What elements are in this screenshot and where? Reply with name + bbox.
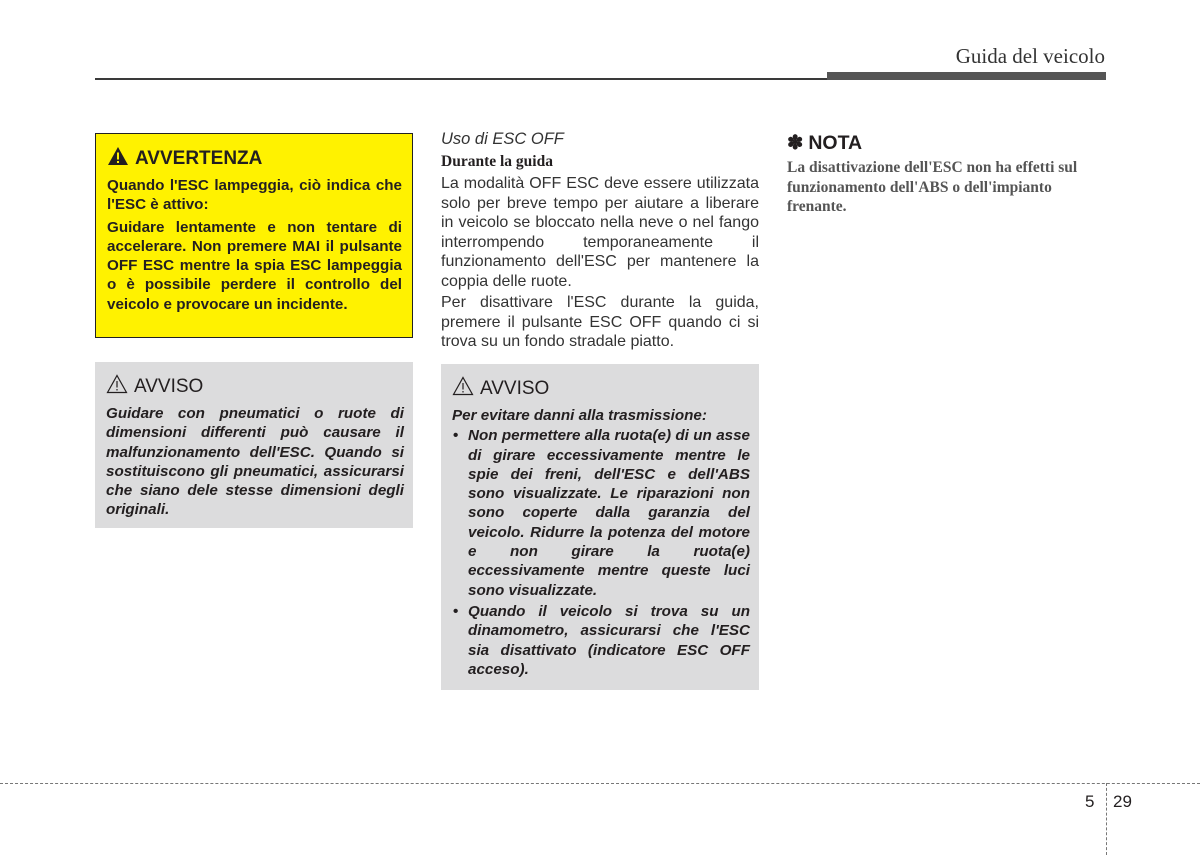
note-title-text: NOTA	[808, 131, 863, 154]
header-rule	[95, 78, 827, 80]
caution-title	[106, 374, 404, 400]
warning-title	[107, 146, 402, 172]
warning-title-text: AVVERTENZA	[135, 148, 263, 169]
section-body	[441, 174, 759, 354]
section-heading: Uso di ESC OFF	[441, 130, 564, 148]
caution-triangle-icon	[106, 374, 128, 400]
caution-title-text: AVVISO	[480, 378, 550, 399]
warning-box	[95, 133, 413, 338]
note-text: La disattivazione dell'ESC non ha effetti sul funzionamento dell'ABS o dell'impianto frenante.	[787, 159, 1078, 215]
caution-text: Guidare con pneumatici o ruote di dimensioni differenti può causare il malfunzionamento dell'ESC. Quando si sostituiscono gli pneumatici, assicurarsi che siano dele stesse dimensioni degli originali.	[106, 405, 404, 519]
list-item: • Quando il veicolo si trova su un dinamometro, assicurarsi che l'ESC sia disattivato (indicatore ESC OFF acceso).	[452, 602, 750, 679]
warning-paragraph: Quando l'ESC lampeggia, ciò indica che l'ESC è attivo:	[107, 177, 402, 214]
note-title	[787, 131, 862, 155]
caution-triangle-icon	[452, 376, 474, 402]
caution-title	[452, 376, 750, 402]
warning-triangle-icon	[107, 146, 129, 172]
header-rule-accent	[827, 72, 1106, 80]
caution-bullet-list	[452, 426, 750, 679]
section-subheading: Durante la guida	[441, 153, 553, 170]
caution-intro: Per evitare danni alla trasmissione:	[452, 407, 707, 424]
chapter-number: 5	[1085, 792, 1095, 811]
caution-title-text: AVVISO	[134, 376, 204, 397]
caution-box	[95, 362, 413, 528]
page-number: 29	[1113, 792, 1132, 811]
warning-paragraph: Guidare lentamente e non tentare di accelerare. Non premere MAI il pulsante OFF ESC mentre la spia ESC lampeggia o è possibile perdere il controllo del veicolo e provocare un incidente.	[107, 218, 402, 313]
section-paragraph: Per disattivare l'ESC durante la guida, premere il pulsante ESC OFF quando ci si trova su un fondo stradale piatto.	[441, 294, 759, 350]
footer-divider	[0, 783, 1200, 784]
section-paragraph: La modalità OFF ESC deve essere utilizzata solo per breve tempo per aiutare a liberare in veicolo se bloccato nella neve o nel fango interrompendo temporaneamente il funzionamento dell'ESC per mantenere la coppia delle ruote.	[441, 175, 759, 290]
asterisk-icon: ✽	[787, 132, 804, 154]
page-header-title: Guida del veicolo	[955, 44, 1105, 68]
caution-box-transmission	[441, 364, 759, 690]
footer-page-divider	[1106, 783, 1107, 855]
list-item: • Non permettere alla ruota(e) di un asse di girare eccessivamente mentre le spie dei freni, dell'ESC e dell'ABS sono visualizzate. Le riparazioni non sono coperte dalla garanzia del veicolo. Ridurre la potenza del motore e non girare la ruota(e) eccessivamente mentre queste luci sono visualizzate.	[452, 426, 750, 600]
